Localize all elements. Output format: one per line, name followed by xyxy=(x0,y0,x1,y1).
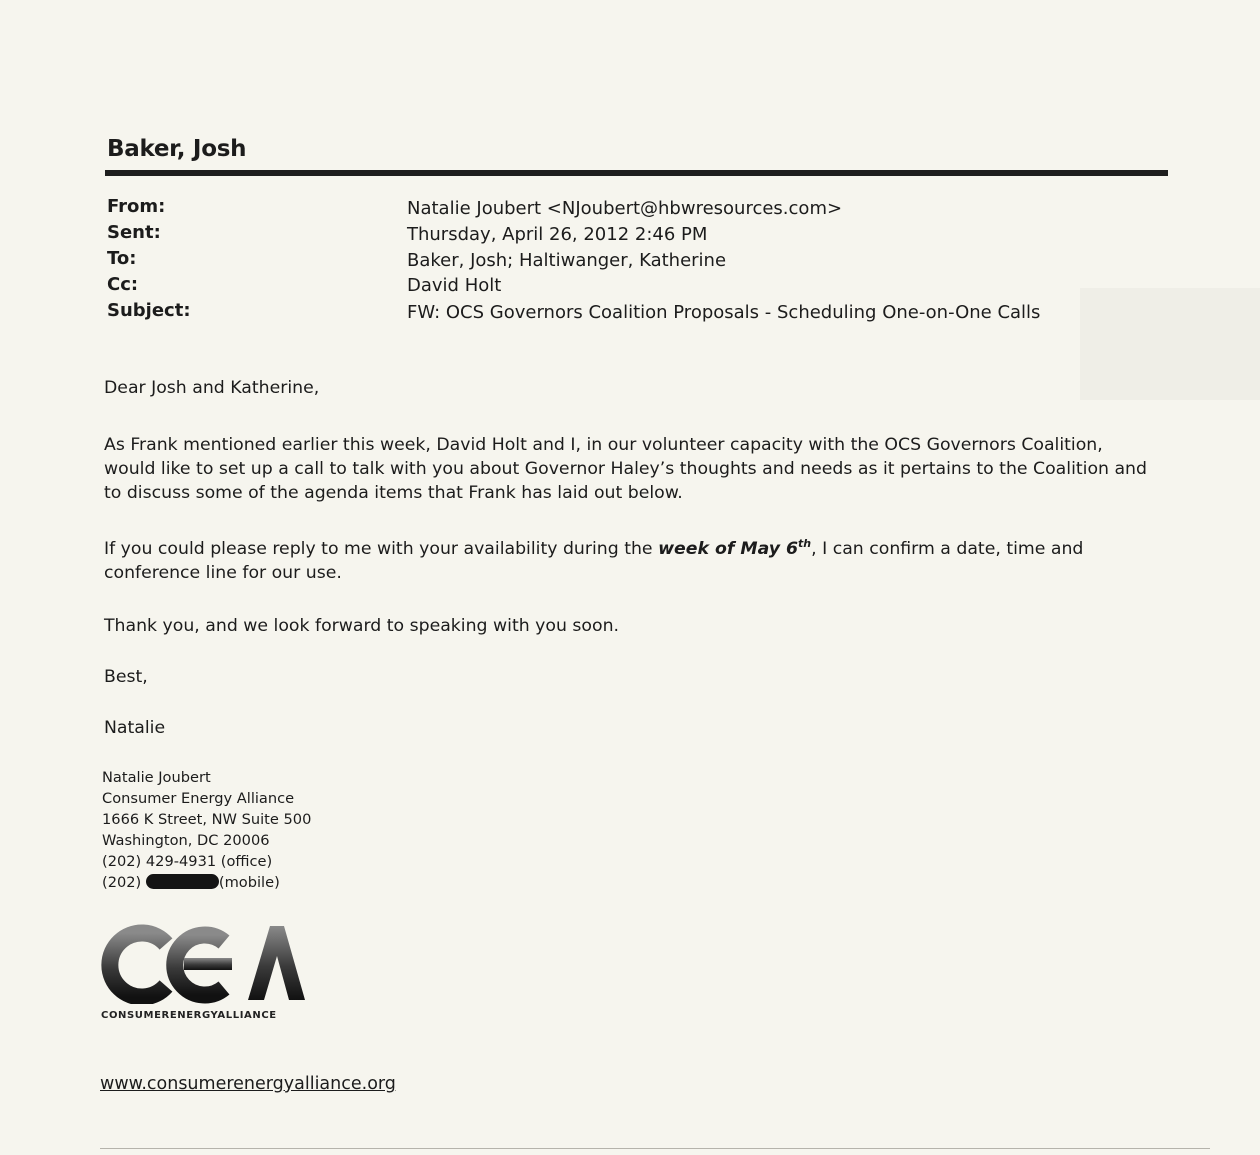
signature-address-2: Washington, DC 20006 xyxy=(102,832,270,849)
signature-office-phone: (202) 429-4931 (office) xyxy=(102,853,273,870)
meeting-week-emphasis: week of May 6 xyxy=(658,539,799,559)
cc-label: Cc: xyxy=(107,274,139,295)
paragraph-2-line-1 xyxy=(104,537,1184,561)
signature-org: Consumer Energy Alliance xyxy=(102,790,295,807)
bottom-divider xyxy=(100,1148,1210,1149)
paragraph-1-line-2: would like to set up a call to talk with you about Governor Haley’s thoughts and needs as it pertains to the Coalition and xyxy=(104,459,1147,479)
paragraph-1 xyxy=(104,433,1184,505)
mailbox-owner-name: Baker, Josh xyxy=(107,136,247,162)
paragraph-1-line-3: to discuss some of the agenda items that Frank has laid out below. xyxy=(104,483,683,503)
mobile-phone-suffix: (mobile) xyxy=(218,874,280,891)
subject-value: FW: OCS Governors Coalition Proposals - Scheduling One-on-One Calls xyxy=(407,302,1041,323)
sent-value: Thursday, April 26, 2012 2:46 PM xyxy=(407,224,708,245)
from-label: From: xyxy=(107,196,166,217)
redaction-mark xyxy=(146,874,219,889)
to-label: To: xyxy=(107,248,137,269)
cc-value: David Holt xyxy=(407,275,502,296)
paragraph-2-post: , I can confirm a date, time and xyxy=(811,539,1084,559)
paragraph-2 xyxy=(104,537,1184,585)
paragraph-2-line-2: conference line for our use. xyxy=(104,563,342,583)
signature-address-1: 1666 K Street, NW Suite 500 xyxy=(102,811,312,828)
greeting: Dear Josh and Katherine, xyxy=(104,378,320,398)
mobile-phone-prefix: (202) xyxy=(102,874,146,891)
header-divider xyxy=(105,170,1168,176)
to-value: Baker, Josh; Haltiwanger, Katherine xyxy=(407,250,727,271)
cea-logo xyxy=(100,922,305,1004)
paragraph-2-pre: If you could please reply to me with your availability during the xyxy=(104,539,659,559)
logo-caption: CONSUMERENERGYALLIANCE xyxy=(101,1010,277,1021)
website-link[interactable]: www.consumerenergyalliance.org xyxy=(100,1074,396,1094)
sent-label: Sent: xyxy=(107,222,161,243)
paragraph-1-line-1: As Frank mentioned earlier this week, David Holt and I, in our volunteer capacity with the OCS Governors Coalition, xyxy=(104,435,1103,455)
signature-mobile-phone xyxy=(102,874,280,891)
signature-name: Natalie Joubert xyxy=(102,769,211,786)
sender-name: Natalie xyxy=(104,718,166,738)
closing: Best, xyxy=(104,667,148,687)
from-value: Natalie Joubert <NJoubert@hbwresources.com> xyxy=(407,198,843,219)
paragraph-3: Thank you, and we look forward to speaking with you soon. xyxy=(104,616,620,636)
ordinal-suffix: th xyxy=(798,537,812,551)
subject-label: Subject: xyxy=(107,300,191,321)
